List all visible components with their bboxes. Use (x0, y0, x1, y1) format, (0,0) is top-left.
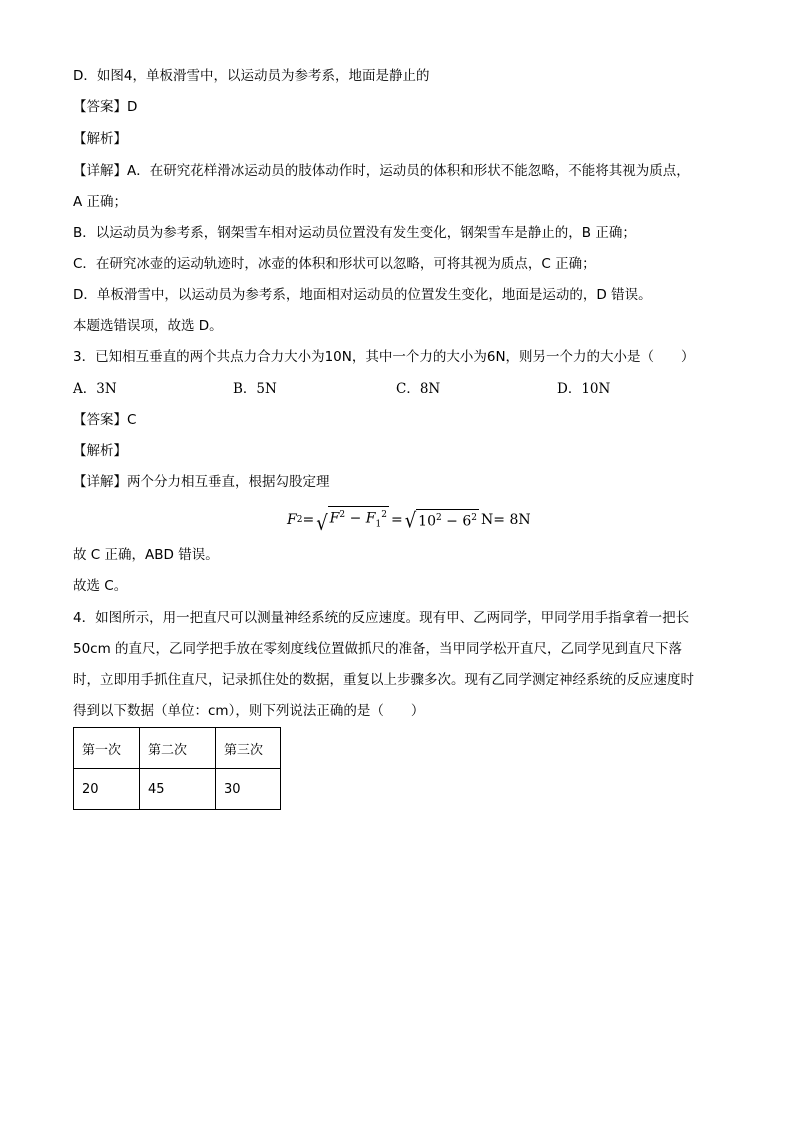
q3-detail (73, 473, 330, 491)
rad2-b: 6 (462, 513, 472, 530)
table-row (74, 769, 281, 810)
formula-radical-2 (404, 508, 479, 534)
detail-tag: 【详解】 (73, 163, 127, 179)
table-header-row (74, 728, 281, 769)
q2-detail-d: D．单板滑雪中，以运动员为参考系，地面相对运动员的位置发生变化，地面是运动的，D 错误。 (73, 287, 652, 303)
table-header-cell: 第一次 (74, 728, 140, 769)
q4-stem-line-3: 时，立即用手抓住直尺，记录抓住处的数据，重复以上步骤多次。现有乙同学测定神经系统的反应速度时 (73, 672, 694, 688)
q3-analysis-tag: 【解析】 (73, 443, 127, 459)
q4-data-table (73, 727, 281, 810)
radical-sign-icon: √ (404, 508, 417, 534)
table-header-cell: 第三次 (216, 728, 281, 769)
rad2-a: 10 (418, 513, 436, 530)
formula-radical-1 (316, 506, 389, 536)
q2-conclusion: 本题选错误项，故选 D。 (73, 318, 223, 334)
q2-detail-c: C．在研究冰壶的运动轨迹时，冰壶的体积和形状可以忽略，可将其视为质点，C 正确； (73, 256, 596, 272)
q2-detail-b: B．以运动员为参考系，钢架雪车相对运动员位置没有发生变化，钢架雪车是静止的，B 正确； (73, 225, 636, 241)
rad1-b-sub: 1 (375, 519, 382, 530)
q2-analysis-tag: 【解析】 (73, 131, 127, 147)
rad2-minus: − (441, 513, 463, 530)
q4-stem-line-4: 得到以下数据（单位：cm），则下列说法正确的是（ ） (73, 703, 425, 719)
detail-text: 两个分力相互垂直，根据勾股定理 (127, 474, 330, 490)
answer-tag: 【答案】 (73, 412, 127, 428)
answer-value: C (127, 412, 137, 428)
rad1-a-sup: 2 (339, 510, 346, 520)
radical-2-body (416, 509, 479, 531)
q4-stem-line-1: 4．如图所示，用一把直尺可以测量神经系统的反应速度。现有甲、乙两同学，甲同学用手指拿着一把长 (73, 610, 690, 626)
table-cell: 20 (74, 769, 140, 810)
table-cell: 45 (140, 769, 216, 810)
answer-tag: 【答案】 (73, 99, 127, 115)
table-header-cell: 第二次 (140, 728, 216, 769)
rad1-a: F (329, 510, 340, 527)
rad1-b-sup: 2 (381, 510, 387, 520)
rad2-a-sup: 2 (436, 512, 442, 523)
radical-sign-icon: √ (316, 511, 328, 536)
detail-tag: 【详解】 (73, 474, 127, 490)
answer-value: D (127, 99, 138, 115)
q4-stem-line-2: 50cm 的直尺，乙同学把手放在零刻度线位置做抓尺的准备，当甲同学松开直尺，乙同学见到直尺下落 (73, 641, 683, 657)
q3-stem: 3．已知相互垂直的两个共点力合力大小为10N，其中一个力的大小为6N，则另一个力的大小是（ ） (73, 349, 695, 365)
q3-option-c: C．8N (396, 381, 441, 397)
rad1-b: F (365, 510, 376, 527)
q2-option-d: D．如图4，单板滑雪中，以运动员为参考系，地面是静止的 (73, 68, 430, 84)
q3-conclusion-2: 故选 C。 (73, 578, 128, 594)
formula-unit: N (481, 511, 494, 528)
q3-conclusion-1: 故 C 正确，ABD 错误。 (73, 547, 219, 563)
q3-option-b: B．5N (233, 381, 277, 397)
formula-eq1: = (302, 511, 315, 528)
q3-answer (73, 411, 136, 429)
q3-option-d: D．10N (557, 381, 611, 397)
formula-result: = 8N (493, 511, 531, 528)
q2-detail-a-line-1 (73, 162, 690, 180)
rad2-b-sup: 2 (471, 512, 478, 523)
pythagorean-formula (287, 506, 531, 536)
rad1-minus: − (345, 510, 366, 527)
q3-option-a: A．3N (73, 381, 117, 397)
radical-1-body (328, 506, 389, 533)
q2-detail-a-line-2: A 正确； (73, 194, 128, 210)
detail-a-text: A．在研究花样滑冰运动员的肢体动作时，运动员的体积和形状不能忽略，不能将其视为质点， (127, 163, 690, 179)
q2-answer (73, 98, 137, 116)
formula-eq2: = (390, 511, 403, 528)
formula-lhs-var: F (287, 511, 297, 528)
formula-lhs-sub: 2 (296, 514, 303, 525)
table-cell: 30 (216, 769, 281, 810)
